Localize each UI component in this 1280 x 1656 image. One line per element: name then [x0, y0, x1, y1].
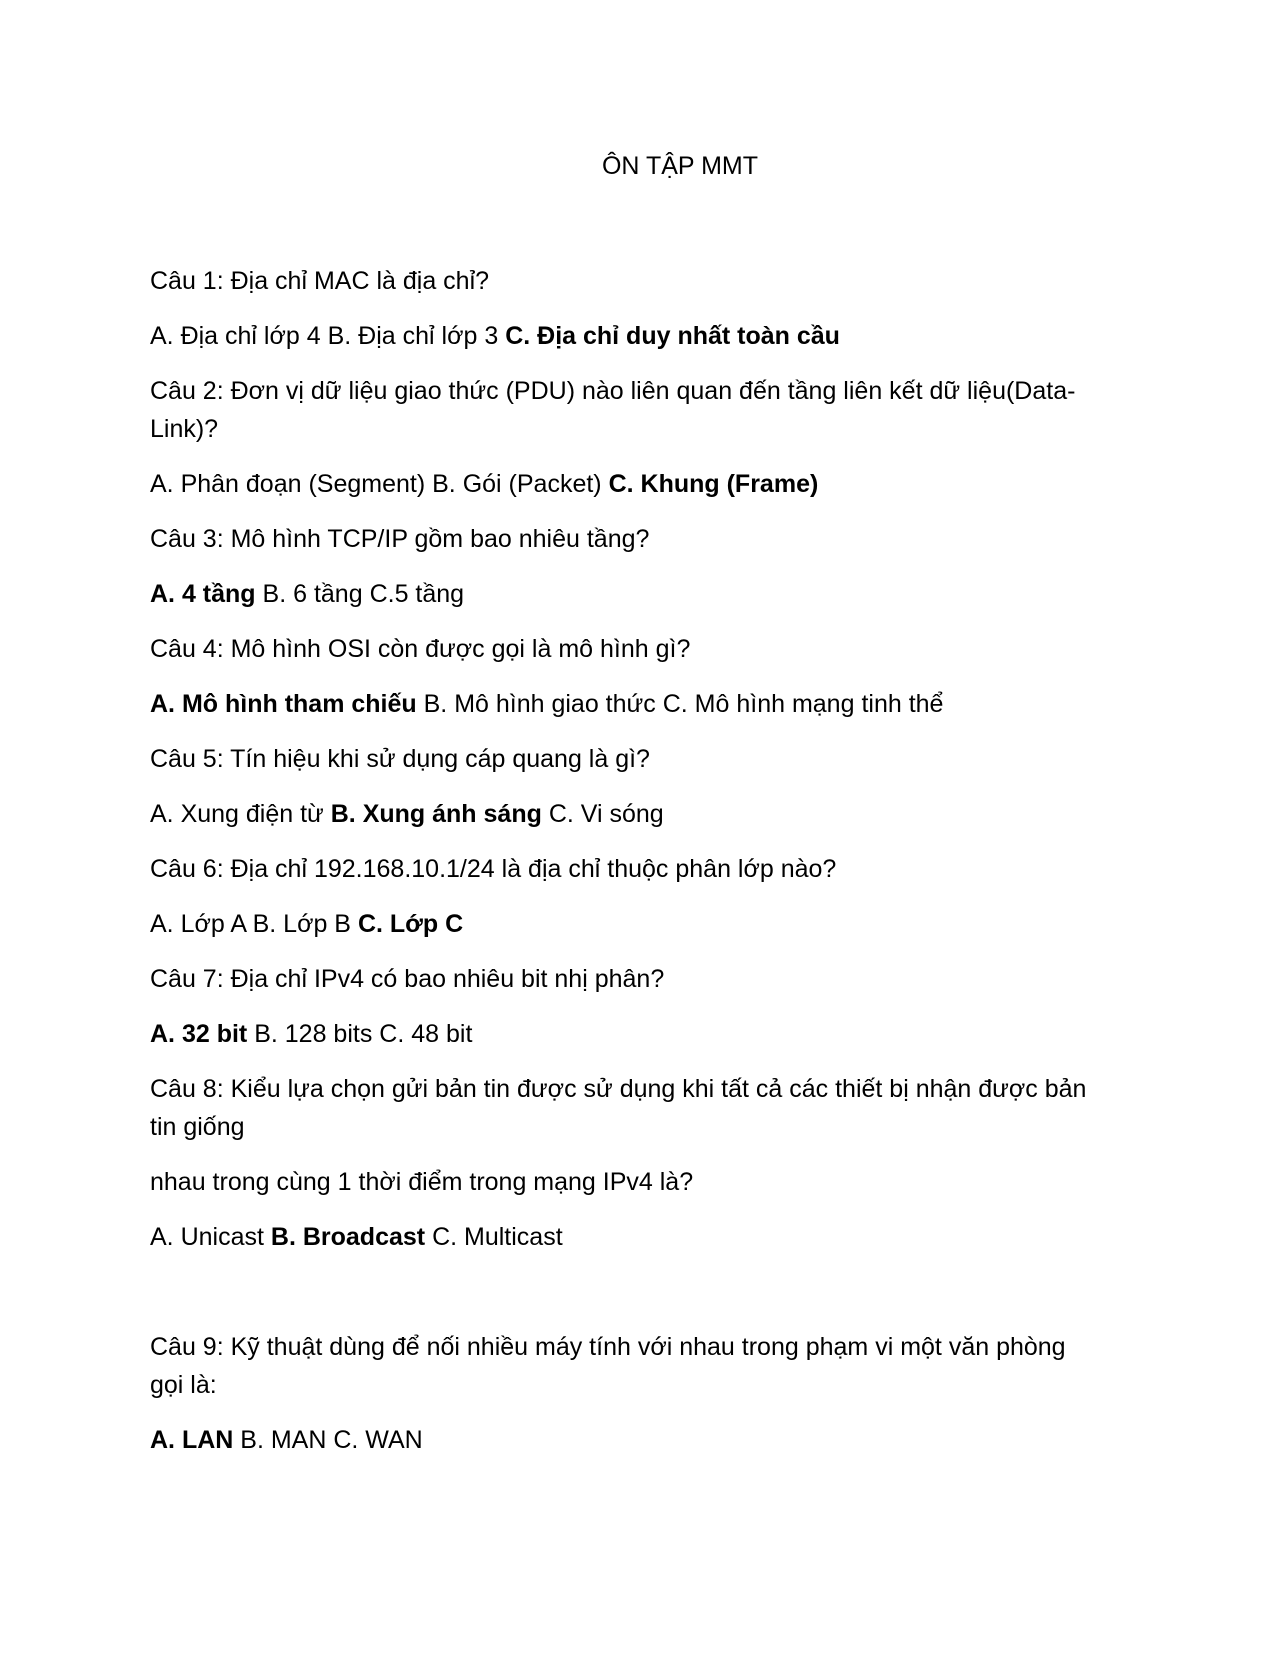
question-2-option-b: B. Gói (Packet)	[432, 470, 602, 498]
question-6-option-c: C. Lớp C	[357, 910, 464, 938]
question-9-option-a: A. LAN	[150, 1426, 234, 1454]
question-5-text: Câu 5: Tín hiệu khi sử dụng cáp quang là gì?	[150, 745, 650, 773]
question-9-option-c: C. WAN	[333, 1426, 423, 1454]
question-5-option-c: C. Vi sóng	[548, 800, 664, 828]
question-3-option-b: B. 6 tầng	[262, 580, 363, 608]
question-7-option-c: C. 48 bit	[379, 1020, 473, 1048]
question-3-text: Câu 3: Mô hình TCP/IP gồm bao nhiêu tầng?	[150, 525, 650, 553]
question-6-option-a: A. Lớp A	[150, 910, 246, 938]
question-2-option-a: A. Phân đoạn (Segment)	[150, 470, 426, 498]
question-7-options	[150, 1015, 1100, 1053]
document-content	[150, 262, 1100, 1476]
question-7-option-a: A. 32 bit	[150, 1020, 248, 1048]
question-4-text: Câu 4: Mô hình OSI còn được gọi là mô hình gì?	[150, 635, 691, 663]
question-3-option-a: A. 4 tầng	[150, 580, 256, 608]
question-2-options	[150, 465, 1100, 503]
question-1-option-b: B. Địa chỉ lớp 3	[327, 322, 499, 350]
question-2-option-c: C. Khung (Frame)	[608, 470, 819, 498]
question-9-options	[150, 1421, 1100, 1459]
question-7-option-b: B. 128 bits	[254, 1020, 373, 1048]
question-6-option-b: B. Lớp B	[252, 910, 351, 938]
question-6-text: Câu 6: Địa chỉ 192.168.10.1/24 là địa chỉ thuộc phân lớp nào?	[150, 855, 837, 883]
document-title: ÔN TẬP MMT	[601, 152, 759, 180]
question-1-text: Câu 1: Địa chỉ MAC là địa chỉ?	[150, 267, 490, 295]
question-9-option-b: B. MAN	[240, 1426, 327, 1454]
question-8-option-c: C. Multicast	[432, 1223, 563, 1251]
question-8-option-b: B. Broadcast	[270, 1223, 426, 1251]
empty-line	[150, 1273, 1100, 1328]
question-8-options	[150, 1218, 1100, 1256]
question-5-option-b: B. Xung ánh sáng	[330, 800, 542, 828]
question-8-text-line-2: nhau trong cùng 1 thời điểm trong mạng IPv4 là?	[150, 1168, 694, 1196]
question-4-option-a: A. Mô hình tham chiếu	[150, 690, 417, 718]
question-3-option-c: C.5 tầng	[369, 580, 465, 608]
question-4-option-c: C. Mô hình mạng tinh thể	[662, 690, 944, 718]
question-4-options	[150, 685, 1100, 723]
question-1-options	[150, 317, 1100, 355]
question-2-text: Câu 2: Đơn vị dữ liệu giao thức (PDU) nào liên quan đến tầng liên kết dữ liệu(Data-Link)?	[150, 377, 1076, 443]
question-1-option-a: A. Địa chỉ lớp 4	[150, 322, 321, 350]
question-6-options	[150, 905, 1100, 943]
question-1-option-c: C. Địa chỉ duy nhất toàn cầu	[505, 322, 840, 350]
question-9-text: Câu 9: Kỹ thuật dùng để nối nhiều máy tính với nhau trong phạm vi một văn phòng gọi là:	[150, 1333, 1066, 1399]
question-3-options	[150, 575, 1100, 613]
question-7-text: Câu 7: Địa chỉ IPv4 có bao nhiêu bit nhị phân?	[150, 965, 665, 993]
question-5-option-a: A. Xung điện từ	[150, 800, 324, 828]
question-8-option-a: A. Unicast	[150, 1223, 264, 1251]
question-5-options	[150, 795, 1100, 833]
question-4-option-b: B. Mô hình giao thức	[423, 690, 656, 718]
question-8-text-line-1: Câu 8: Kiểu lựa chọn gửi bản tin được sử dụng khi tất cả các thiết bị nhận được bản tin giống	[150, 1075, 1087, 1141]
